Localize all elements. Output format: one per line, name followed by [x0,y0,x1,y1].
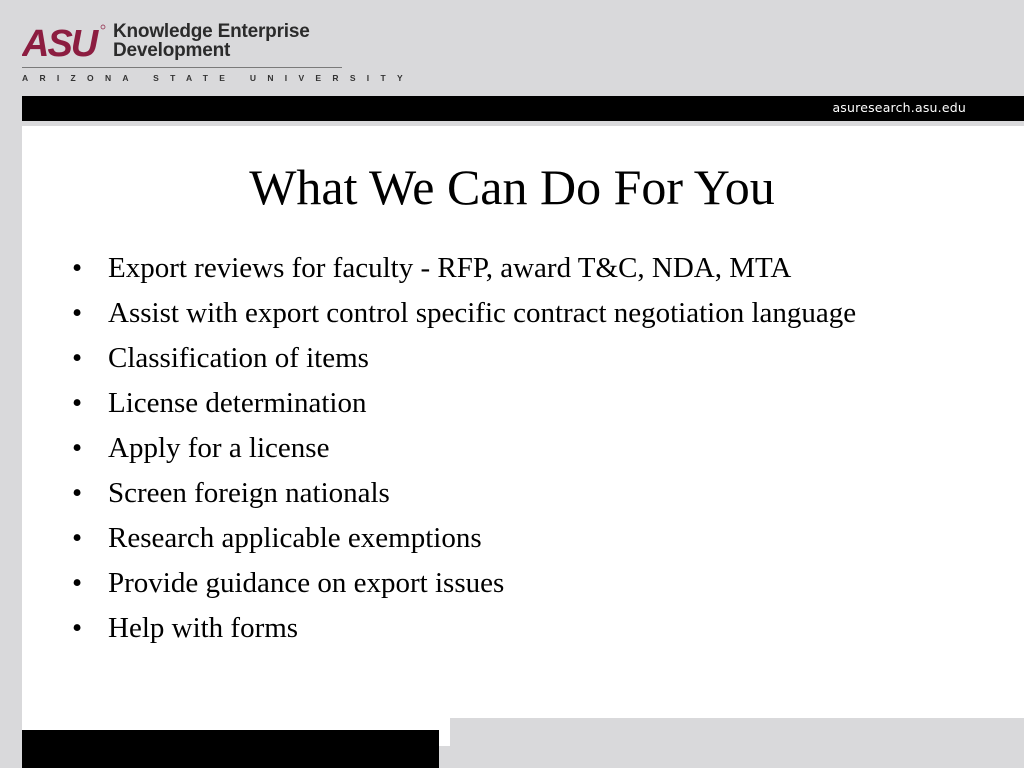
list-item [72,250,952,287]
bottom-band [22,730,439,768]
kedd-logo [22,21,414,84]
bullet-icon: • [72,252,83,284]
list-item-text: License determination [108,387,367,419]
bullet-icon: • [72,342,83,374]
bullet-icon: • [72,612,83,644]
list-item [72,610,952,647]
slide-title: What We Can Do For You [249,159,775,215]
list-item-text: Help with forms [108,612,299,644]
asu-logo-text: ASU [22,24,97,60]
list-item-text: Export reviews for faculty - RFP, award T&C, NDA, MTA [108,252,792,284]
list-item-text: Apply for a license [108,432,330,464]
list-item-text: Screen foreign nationals [108,477,390,509]
site-url: asuresearch.asu.edu [832,100,966,115]
list-item-text: Classification of items [108,342,369,374]
bullet-icon: • [72,477,83,509]
list-item-text: Research applicable exemptions [108,522,482,554]
bullet-icon: • [72,387,83,419]
list-item [72,385,952,422]
list-item [72,565,952,602]
bullet-list [72,250,952,655]
bullet-icon: • [72,297,83,329]
list-item [72,340,952,377]
logo-title-line1: Knowledge Enterprise [113,21,310,42]
list-item [72,295,952,332]
list-item [72,430,952,467]
list-item-text: Provide guidance on export issues [108,567,505,599]
logo-divider [22,67,342,68]
logo-title-line2: Development [113,40,231,61]
bullet-icon: • [72,432,83,464]
top-band [22,96,1024,121]
list-item-text: Assist with export control specific contract negotiation language [108,297,857,329]
list-item [72,475,952,512]
asu-logo-mark [22,24,106,60]
bullet-icon: • [72,522,83,554]
bullet-icon: • [72,567,83,599]
university-name: ARIZONA STATE UNIVERSITY [22,73,414,83]
list-item [72,520,952,557]
logo-title [113,22,310,60]
